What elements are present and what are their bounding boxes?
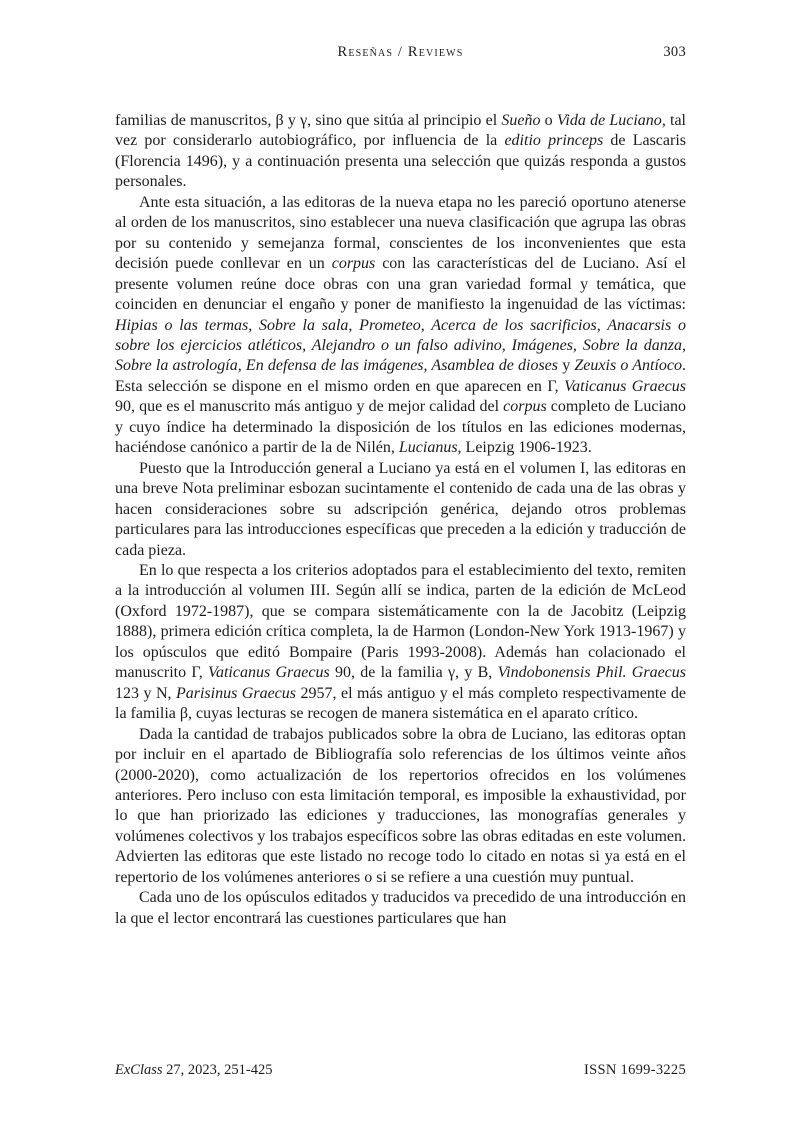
text-run: familias de manuscritos, β y γ, sino que sitúa al principio el (115, 112, 502, 129)
paragraph (115, 459, 686, 561)
page-footer (115, 1062, 686, 1079)
page-header (115, 44, 686, 64)
italic-text-run: corpus (503, 398, 547, 416)
text-run: y (558, 357, 575, 375)
text-run: , tal vez por considerarlo autobiográfico, por influencia de la (115, 112, 686, 150)
journal-citation (115, 1062, 273, 1079)
paragraph (115, 725, 686, 889)
text-run: de Lascaris (Florencia 1496), y a continuación presenta una selección que quizás responda a gustos personales. (115, 132, 687, 191)
running-title: Reseñas / Reviews (337, 44, 464, 60)
text-run: 90, de la familia γ, y B, (329, 664, 498, 682)
italic-text-run: Sueño (501, 112, 541, 129)
italic-text-run: editio princeps (504, 132, 604, 150)
page-body (115, 111, 686, 929)
text-run: con las características del de Luciano. Así el presente volumen reúne doce obras con una gran variedad formal y temática, que coinciden en denunciar el engaño y poner de manifiesto la ingenuidad de las víctimas: (115, 255, 687, 314)
text-run: Cada uno de los opúsculos editados y traducidos va precedido de una introducción en la que el lector encontrará las cuestiones particulares que han (115, 889, 686, 927)
body-paragraphs (115, 111, 686, 929)
italic-text-run: Vaticanus Graecus (207, 664, 330, 682)
text-run: 2957, el más antiguo y el más completo respectivamente de la familia β, cuyas lecturas se recogen de manera sistemática en el aparato crítico. (115, 684, 686, 723)
italic-text-run: Lucianus (398, 439, 458, 457)
text-run: Dada la cantidad de trabajos publicados sobre la obra de Luciano, las editoras optan por incluir en el apartado de Bibliografía solo referencias de los últimos veinte años (2000-2020), como actualización de los repertorios ofrecidos en los volúmenes anteriores. Pero incluso con esta limitación temporal, es imposible la exhaustividad, por lo que han priorizado las ediciones y traducciones, las monografías generales y volúmenes colectivos y los trabajos específicos sobre las obras editadas en este volumen. Advierten las editoras que este listado no recoge todo lo citado en notas si ya está en el repertorio de los volúmenes anteriores o si se refiere a una cuestión muy puntual. (115, 725, 686, 886)
paragraph (115, 111, 686, 193)
italic-text-run: Vida de Luciano (556, 112, 662, 129)
italic-text-run: Parisinus Graecus (175, 684, 297, 702)
italic-text-run: Vindobonensis Phil. Graecus (497, 664, 687, 682)
italic-text-run: Zeuxis o Antíoco (574, 357, 683, 375)
text-run: o (540, 112, 557, 129)
italic-text-run: Hipias o las termas, Sobre la sala, Prometeo, Acerca de los sacrificios, Anacarsis o sobre los ejercicios atléticos, Alejandro o un falso adivino, Imágenes, Sobre la danza, Sobre la astrología, En defensa de las imágenes, Asamblea de dioses (115, 316, 686, 375)
text-run: completo de Luciano y cuyo índice ha determinado la disposición de los títulos en las ediciones modernas, haciéndose canónico a partir de la de Nilén, (115, 398, 687, 457)
page-number: 303 (663, 44, 686, 60)
italic-text-run: Vaticanus Graecus (564, 377, 687, 395)
italic-text-run: corpus (331, 255, 376, 273)
journal-name: ExClass (115, 1062, 163, 1078)
text-run: 123 y N, (115, 684, 176, 702)
text-run: Puesto que la Introducción general a Luciano ya está en el volumen I, las editoras en una breve Nota preliminar esbozan sucintamente el contenido de cada una de las obras y hacen consideraciones sobre su adscripción genérica, dejando otros problemas particulares para las introducciones específicas que preceden a la edición y traducción de cada pieza. (115, 459, 686, 559)
paragraph (115, 561, 686, 725)
text-run: . Esta selección se dispone en el mismo orden en que aparecen en Γ, (115, 357, 687, 395)
text-run: , Leipzig 1906-1923. (457, 439, 592, 457)
text-run: Ante esta situación, a las editoras de la nueva etapa no les pareció oportuno atenerse al orden de los manuscritos, sino establecer una nueva clasificación que agrupa las obras por su contenido y semejanza formal, conscientes de los inconvenientes que esta decisión puede conllevar en un (115, 193, 686, 273)
paragraph (115, 193, 686, 459)
issn: ISSN 1699-3225 (584, 1062, 686, 1078)
journal-issue: 27, 2023, 251-425 (162, 1062, 273, 1078)
paragraph (115, 888, 686, 929)
text-run: 90, que es el manuscrito más antiguo y de mejor calidad del (115, 398, 504, 416)
text-run: En lo que respecta a los criterios adoptados para el establecimiento del texto, remiten a la introducción al volumen III. Según allí se indica, parten de la edición de McLeod (Oxford 1972-1987), que se compara sistemáticamente con la de Jacobitz (Leipzig 1888), primera edición crítica completa, la de Harmon (London-New York 1913-1967) y los opúsculos que editó Bompaire (Paris 1993-2008). Además han colacionado el manuscrito Γ, (115, 561, 686, 682)
